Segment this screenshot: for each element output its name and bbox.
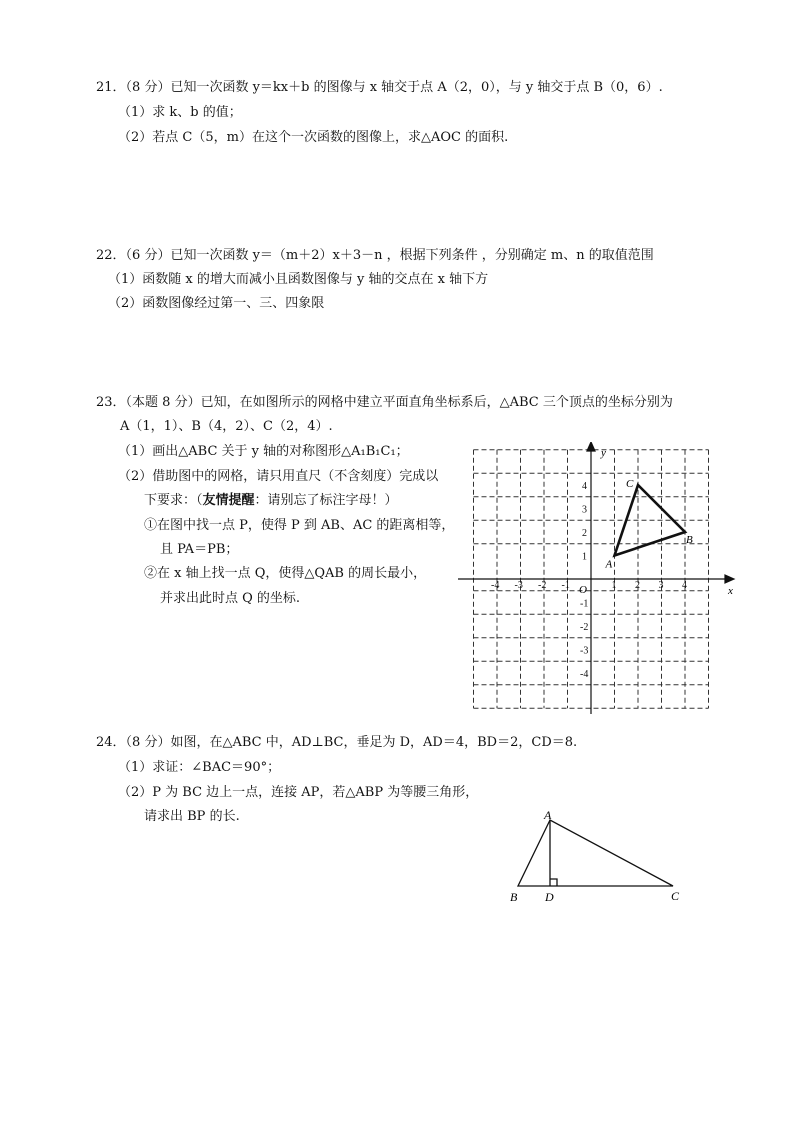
fig-label-d: D (545, 890, 554, 904)
fig-label-c: C (671, 889, 680, 903)
q23-sub2-line2: 并求出此时点 Q 的坐标. (160, 591, 301, 606)
q23-stem: 23．（本题 8 分）已知，在如图所示的网格中建立平面直角坐标系后，△ABC 三个顶点的坐标分别为 (96, 395, 673, 410)
q22-part2: （2）函数图像经过第一、三、四象限 (108, 296, 325, 311)
x-axis-label: x (728, 585, 733, 597)
fig-label-b: B (510, 890, 518, 904)
right-angle-mark (550, 879, 557, 886)
y-tick-label: -2 (580, 622, 589, 633)
q23-part2-post: ：请别忘了标注字母！） (254, 493, 398, 508)
q23-sub1-line1: ①在图中找一点 P，使得 P 到 AB、AC 的距离相等， (144, 518, 455, 533)
x-tick-label: 3 (658, 580, 664, 591)
x-axis-arrow (725, 575, 734, 583)
y-tick-label: 1 (582, 551, 587, 563)
y-axis-label: y (601, 447, 606, 459)
q23-sub1-line2: 且 PA＝PB； (160, 542, 239, 557)
q23-part2-pre: 下要求：（ (144, 493, 203, 508)
y-tick-label: -1 (580, 598, 589, 610)
q23-part2-line1: （2）借助图中的网格，请只用直尺（不含刻度）完成以 (118, 469, 439, 484)
q21-stem: 21．（8 分）已知一次函数 y＝kx＋b 的图像与 x 轴交于点 A（2，0），与 y 轴交于点 B（0，6）. (96, 80, 663, 95)
q24-triangle-figure (500, 808, 700, 908)
vertex-label-c: C (626, 478, 634, 490)
y-tick-label: 2 (582, 528, 587, 539)
q24-stem: 24．（8 分）如图，在△ABC 中，AD⊥BC，垂足为 D，AD＝4，BD＝2，CD＝8. (96, 735, 578, 750)
q23-coordinate-grid (452, 442, 742, 722)
q23-stem-coordinates: A（1，1）、B（4，2）、C（2，4）. (120, 419, 333, 434)
q21-part2: （2）若点 C（5，m）在这个一次函数的图像上，求△AOC 的面积. (118, 130, 509, 145)
q24-part2-line2: 请求出 BP 的长. (144, 809, 240, 824)
axes (458, 442, 734, 714)
origin-label: O (579, 584, 587, 596)
y-tick-label: -3 (580, 645, 589, 657)
y-tick-label: -4 (580, 669, 589, 680)
q22-stem: 22．（6 分）已知一次函数 y＝（m＋2）x＋3－n ，根据下列条件 ，分别确定 m、n 的取值范围 (96, 248, 654, 263)
x-tick-label: -2 (538, 580, 547, 591)
y-tick-label: 3 (582, 504, 587, 516)
q23-sub2-line1: ②在 x 轴上找一点 Q，使得△QAB 的周长最小， (144, 566, 427, 581)
fig-label-a: A (544, 808, 552, 822)
vertex-label-b: B (686, 534, 693, 546)
x-tick-label: 2 (635, 580, 640, 591)
x-tick-label: -4 (491, 580, 500, 591)
x-tick-label: -3 (514, 580, 523, 591)
y-tick-labels (580, 481, 588, 680)
x-tick-label: 4 (682, 580, 687, 591)
q23-part1: （1）画出△ABC 关于 y 轴的对称图形△A₁B₁C₁； (118, 444, 409, 459)
q21-part1: （1）求 k、b 的值； (118, 105, 242, 120)
x-tick-label: 1 (611, 580, 617, 591)
y-tick-label: 4 (582, 481, 587, 492)
triangle-abc-figure (518, 820, 673, 886)
x-tick-labels (491, 580, 687, 591)
y-axis-arrow (587, 442, 595, 451)
q22-part1: （1）函数随 x 的增大而减小且函数图像与 y 轴的交点在 x 轴下方 (108, 272, 489, 287)
q24-part2-line1: （2）P 为 BC 边上一点，连接 AP，若△ABP 为等腰三角形， (118, 785, 479, 800)
q24-part1: （1）求证：∠BAC＝90°； (118, 760, 281, 775)
q23-part2-line2 (144, 492, 398, 510)
q23-friendly-reminder: 友情提醒 (202, 493, 255, 508)
vertex-label-a: A (605, 558, 613, 571)
x-tick-label: -1 (561, 580, 570, 591)
